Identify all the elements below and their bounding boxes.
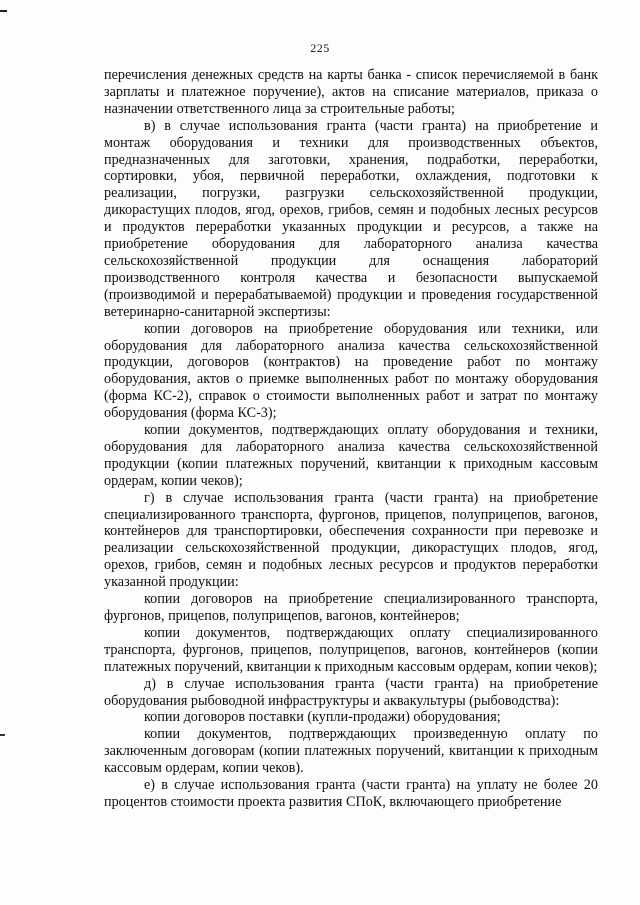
scan-artifact <box>0 734 5 736</box>
page-number: 225 <box>310 41 330 55</box>
paragraph: копии договоров на приобретение специализированного транспорта, фургонов, прицепов, полуприцепов, вагонов, контейнеров; <box>104 591 598 624</box>
paragraph: г) в случае использования гранта (части гранта) на приобретение специализированного транспорта, фургонов, прицепов, полуприцепов, вагонов, контейнеров для транспортировки, обеспечения сохранности при перевозке и реализации сельскохозяйственной продукции, дикорастущих плодов, ягод, орехов, грибов, семян и подобных лесных ресурсов и продуктов переработки указанной продукции: <box>104 489 598 591</box>
paragraph: копии договоров на приобретение оборудования или техники, или оборудования для лабораторного анализа качества сельскохозяйственной продукции, договоров (контрактов) на проведение работ по монтажу оборудования, актов о приемке выполненных работ по монтажу оборудования (форма КС-2), справок о стоимости выполненных работ и затрат по монтажу оборудования (форма КС-3); <box>104 320 598 422</box>
paragraph: в) в случае использования гранта (части гранта) на приобретение и монтаж оборудования и техники для производственных объектов, предназначенных для заготовки, хранения, подработки, переработки, сортировки, убоя, первичной переработки, охлаждения, подготовки к реализации, погрузки, разгрузки сельскохозяйственной продукции, дикорастущих плодов, ягод, орехов, грибов, семян и подобных лесных ресурсов и продуктов переработки указанных продукции и ресурсов, а также на приобретение оборудования для лабораторного анализа качества сельскохозяйственной продукции для оснащения лабораторий производственного контроля качества и безопасности выпускаемой (производимой и перерабатываемой) продукции и проведения государственной ветеринарно-санитарной экспертизы: <box>104 117 598 320</box>
paragraph: е) в случае использования гранта (части гранта) на уплату не более 20 процентов стоимости проекта развития СПоК, включающего приобретение <box>104 777 598 810</box>
paragraph: д) в случае использования гранта (части гранта) на приобретение оборудования рыбоводной инфраструктуры и аквакультуры (рыбоводства): <box>104 675 598 709</box>
document-body <box>104 67 598 811</box>
paragraph: копии документов, подтверждающих произведенную оплату по заключенным договорам (копии платежных поручений, квитанции к приходным кассовым ордерам, копии чеков). <box>104 726 598 777</box>
paragraph: копии договоров поставки (купли-продажи) оборудования; <box>144 709 501 726</box>
paragraph: копии документов, подтверждающих оплату специализированного транспорта, фургонов, прицепов, полуприцепов, вагонов, контейнеров (копии платежных поручений, квитанции к приходным кассовым ордерам, копии чеков); <box>104 624 598 675</box>
paragraph: перечисления денежных средств на карты банка - список перечисляемой в банк зарплаты и платежное поручение), актов на списание материалов, приказа о назначении ответственного лица за строительные работы; <box>104 67 598 117</box>
scan-artifact <box>0 10 7 12</box>
paragraph: копии документов, подтверждающих оплату оборудования и техники, оборудования для лабораторного анализа качества сельскохозяйственной продукции (копии платежных поручений, квитанции к приходным кассовым ордерам, копии чеков); <box>104 422 598 489</box>
